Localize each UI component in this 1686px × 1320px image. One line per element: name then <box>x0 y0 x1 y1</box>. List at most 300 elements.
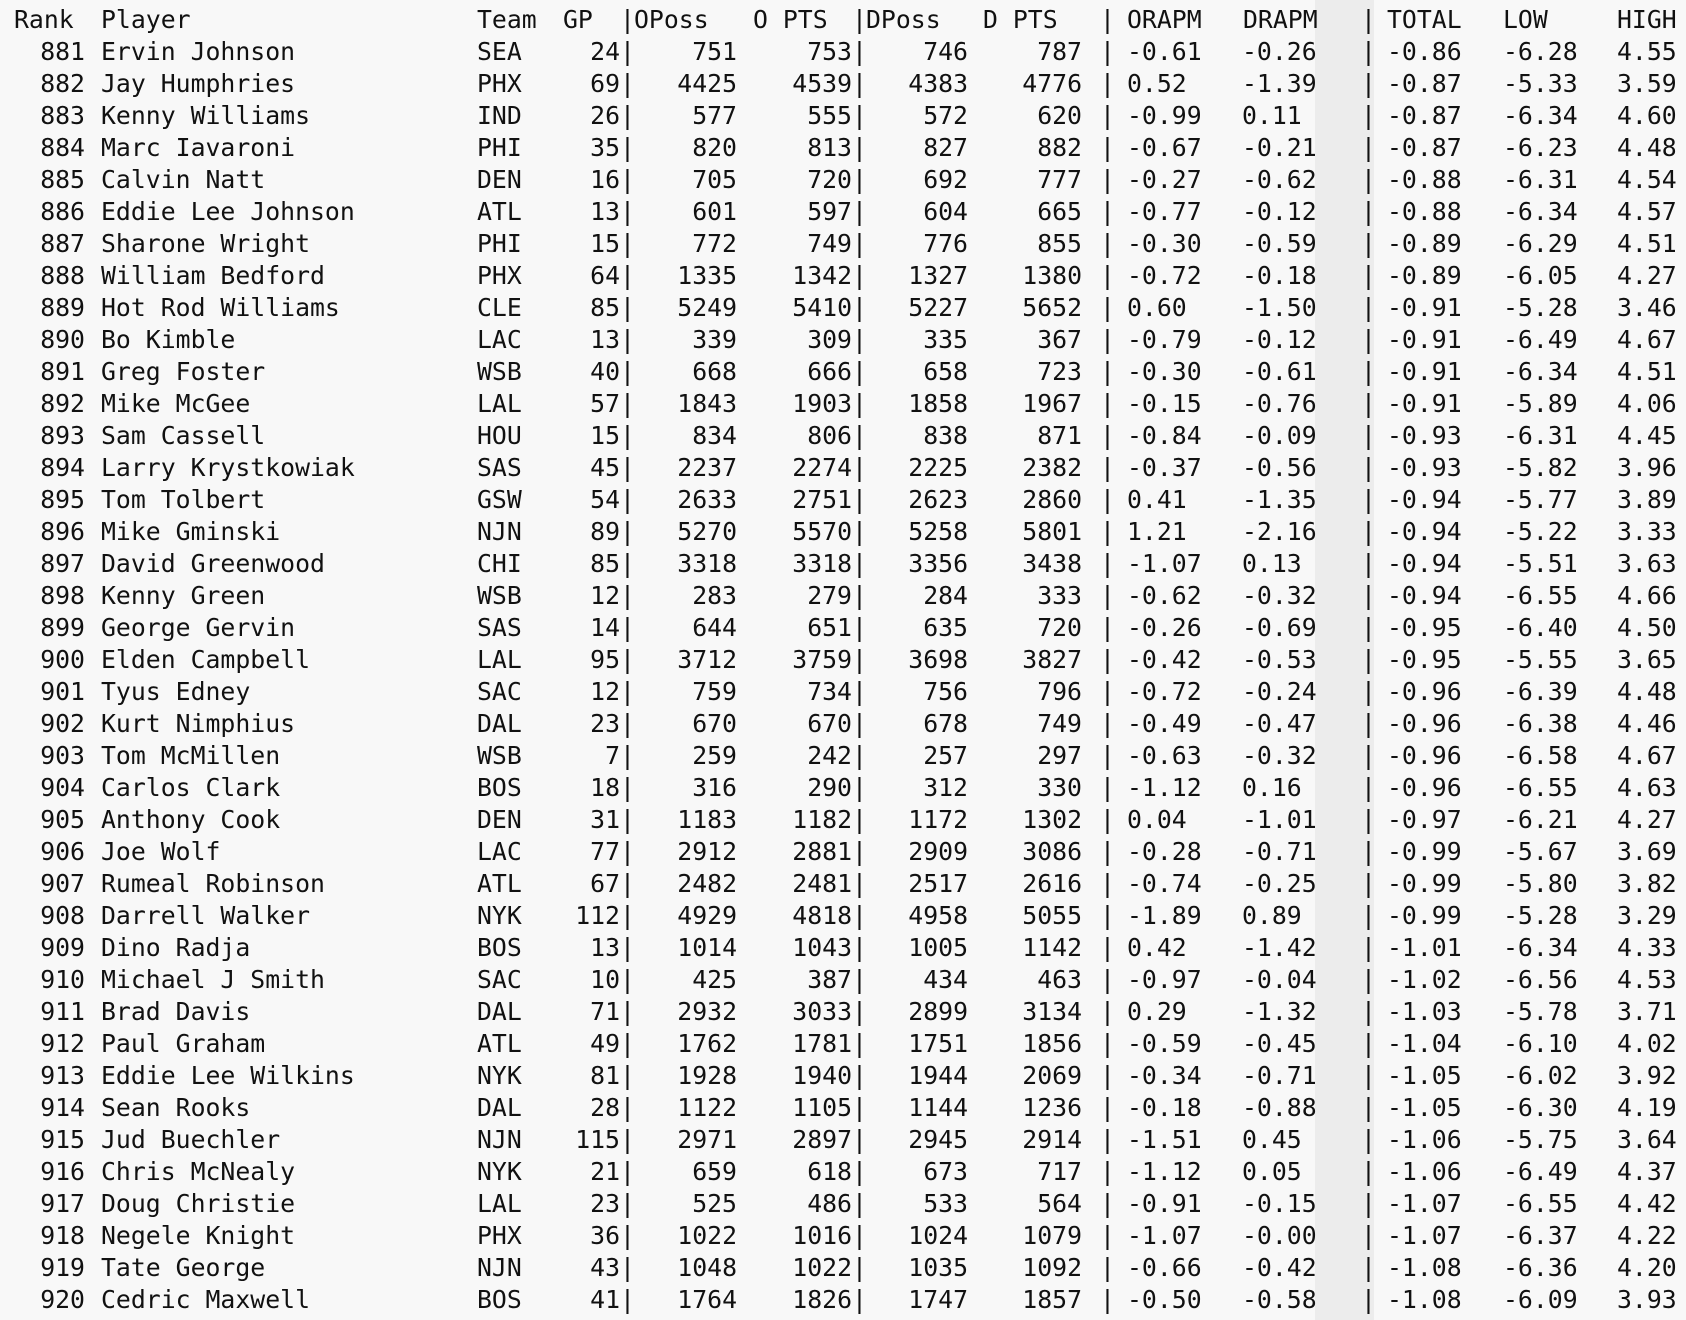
cell-orapm: -0.18 <box>1127 1093 1202 1122</box>
cell-total: -0.91 <box>1387 389 1462 418</box>
cell-dposs: 2225 <box>908 453 968 482</box>
cell-opts: 749 <box>807 229 852 258</box>
column-separator: | <box>620 197 635 226</box>
cell-dposs: 1024 <box>908 1221 968 1250</box>
column-separator: | <box>1100 645 1115 674</box>
cell-high: 3.33 <box>1617 517 1677 546</box>
column-separator: | <box>1361 1189 1376 1218</box>
cell-oposs: 525 <box>692 1189 737 1218</box>
cell-opts: 3759 <box>792 645 852 674</box>
cell-total: -1.08 <box>1387 1253 1462 1282</box>
cell-player: Jay Humphries <box>101 69 296 98</box>
cell-team: GSW <box>477 485 522 514</box>
cell-high: 4.02 <box>1617 1029 1677 1058</box>
cell-team: HOU <box>477 421 522 450</box>
cell-total: -0.91 <box>1387 293 1462 322</box>
cell-drapm: -0.76 <box>1242 389 1317 418</box>
cell-orapm: 0.29 <box>1127 997 1187 1026</box>
cell-low: -6.23 <box>1503 133 1578 162</box>
table-row <box>0 612 1686 644</box>
cell-drapm: -0.12 <box>1242 197 1317 226</box>
cell-drapm: -0.56 <box>1242 453 1317 482</box>
cell-player: Bo Kimble <box>101 325 236 354</box>
cell-opts: 5570 <box>792 517 852 546</box>
cell-player: Elden Campbell <box>101 645 311 674</box>
table-row <box>0 900 1686 932</box>
column-separator: | <box>1100 261 1115 290</box>
cell-dposs: 1944 <box>908 1061 968 1090</box>
column-separator: | <box>1361 933 1376 962</box>
cell-opts: 309 <box>807 325 852 354</box>
cell-drapm: 0.89 <box>1242 901 1302 930</box>
column-separator: | <box>620 613 635 642</box>
column-separator: | <box>852 1253 867 1282</box>
column-separator: | <box>1100 997 1115 1026</box>
column-separator: | <box>620 549 635 578</box>
cell-total: -0.88 <box>1387 165 1462 194</box>
column-separator: | <box>620 517 635 546</box>
cell-dposs: 284 <box>923 581 968 610</box>
cell-low: -6.30 <box>1503 1093 1578 1122</box>
cell-dpts: 720 <box>1037 613 1082 642</box>
column-separator: | <box>852 69 867 98</box>
column-separator: | <box>852 645 867 674</box>
cell-drapm: -0.71 <box>1242 837 1317 866</box>
cell-low: -6.55 <box>1503 581 1578 610</box>
cell-orapm: 0.04 <box>1127 805 1187 834</box>
cell-gp: 28 <box>590 1093 620 1122</box>
cell-drapm: -1.35 <box>1242 485 1317 514</box>
cell-player: Kenny Williams <box>101 101 311 130</box>
column-separator: | <box>1100 965 1115 994</box>
cell-low: -5.67 <box>1503 837 1578 866</box>
cell-gp: 77 <box>590 837 620 866</box>
cell-gp: 57 <box>590 389 620 418</box>
cell-team: CLE <box>477 293 522 322</box>
cell-orapm: -0.61 <box>1127 37 1202 66</box>
cell-gp: 12 <box>590 581 620 610</box>
table-row <box>0 228 1686 260</box>
cell-opts: 387 <box>807 965 852 994</box>
cell-gp: 24 <box>590 37 620 66</box>
cell-drapm: -0.58 <box>1242 1285 1317 1314</box>
cell-oposs: 1843 <box>677 389 737 418</box>
cell-gp: 15 <box>590 421 620 450</box>
column-separator: | <box>620 389 635 418</box>
column-separator: | <box>1100 197 1115 226</box>
cell-dpts: 1856 <box>1022 1029 1082 1058</box>
column-separator: | <box>620 805 635 834</box>
cell-dposs: 1858 <box>908 389 968 418</box>
cell-team: DEN <box>477 805 522 834</box>
table-row <box>0 708 1686 740</box>
cell-drapm: 0.16 <box>1242 773 1302 802</box>
cell-dposs: 1005 <box>908 933 968 962</box>
cell-player: Calvin Natt <box>101 165 266 194</box>
cell-team: BOS <box>477 1285 522 1314</box>
cell-gp: 85 <box>590 293 620 322</box>
column-separator: | <box>620 645 635 674</box>
cell-oposs: 4425 <box>677 69 737 98</box>
cell-orapm: 0.60 <box>1127 293 1187 322</box>
cell-rank: 892 <box>40 389 85 418</box>
cell-total: -0.94 <box>1387 485 1462 514</box>
cell-dpts: 749 <box>1037 709 1082 738</box>
cell-high: 4.48 <box>1617 677 1677 706</box>
header-team: Team <box>477 5 537 34</box>
column-separator: | <box>852 773 867 802</box>
cell-high: 4.33 <box>1617 933 1677 962</box>
cell-player: Sam Cassell <box>101 421 266 450</box>
cell-rank: 887 <box>40 229 85 258</box>
column-separator: | <box>620 1125 635 1154</box>
column-separator: | <box>852 165 867 194</box>
table-row <box>0 932 1686 964</box>
cell-low: -6.39 <box>1503 677 1578 706</box>
cell-opts: 555 <box>807 101 852 130</box>
column-separator: | <box>1100 517 1115 546</box>
cell-gp: 115 <box>575 1125 620 1154</box>
cell-low: -5.75 <box>1503 1125 1578 1154</box>
column-separator: | <box>1100 1093 1115 1122</box>
column-separator: | <box>1361 1157 1376 1186</box>
cell-drapm: -0.24 <box>1242 677 1317 706</box>
cell-low: -6.28 <box>1503 37 1578 66</box>
column-separator: | <box>1100 389 1115 418</box>
cell-drapm: -0.12 <box>1242 325 1317 354</box>
cell-low: -6.38 <box>1503 709 1578 738</box>
cell-rank: 917 <box>40 1189 85 1218</box>
cell-dpts: 665 <box>1037 197 1082 226</box>
cell-orapm: -0.30 <box>1127 229 1202 258</box>
cell-team: PHX <box>477 261 522 290</box>
cell-dposs: 434 <box>923 965 968 994</box>
cell-dposs: 4958 <box>908 901 968 930</box>
table-row <box>0 740 1686 772</box>
cell-low: -6.09 <box>1503 1285 1578 1314</box>
cell-oposs: 1928 <box>677 1061 737 1090</box>
cell-rank: 901 <box>40 677 85 706</box>
column-separator: | <box>1100 1157 1115 1186</box>
column-separator: | <box>1361 197 1376 226</box>
cell-team: SAS <box>477 613 522 642</box>
column-separator: | <box>852 549 867 578</box>
cell-rank: 886 <box>40 197 85 226</box>
column-separator: | <box>852 613 867 642</box>
cell-dposs: 3698 <box>908 645 968 674</box>
cell-team: PHI <box>477 229 522 258</box>
cell-oposs: 670 <box>692 709 737 738</box>
cell-total: -0.99 <box>1387 837 1462 866</box>
cell-dposs: 692 <box>923 165 968 194</box>
cell-rank: 889 <box>40 293 85 322</box>
cell-oposs: 751 <box>692 37 737 66</box>
cell-dposs: 756 <box>923 677 968 706</box>
cell-oposs: 2912 <box>677 837 737 866</box>
cell-rank: 918 <box>40 1221 85 1250</box>
cell-gp: 45 <box>590 453 620 482</box>
cell-gp: 40 <box>590 357 620 386</box>
cell-gp: 64 <box>590 261 620 290</box>
cell-dposs: 3356 <box>908 549 968 578</box>
cell-total: -1.05 <box>1387 1061 1462 1090</box>
cell-dpts: 777 <box>1037 165 1082 194</box>
cell-orapm: -0.50 <box>1127 1285 1202 1314</box>
cell-player: Joe Wolf <box>101 837 221 866</box>
column-separator: | <box>620 325 635 354</box>
cell-drapm: -0.04 <box>1242 965 1317 994</box>
cell-dpts: 3827 <box>1022 645 1082 674</box>
cell-drapm: -2.16 <box>1242 517 1317 546</box>
cell-drapm: -0.00 <box>1242 1221 1317 1250</box>
cell-drapm: -0.88 <box>1242 1093 1317 1122</box>
table-row <box>0 804 1686 836</box>
cell-dposs: 776 <box>923 229 968 258</box>
column-separator: | <box>852 101 867 130</box>
cell-player: Ervin Johnson <box>101 37 296 66</box>
cell-gp: 15 <box>590 229 620 258</box>
column-separator: | <box>620 965 635 994</box>
cell-total: -1.07 <box>1387 1221 1462 1250</box>
cell-opts: 279 <box>807 581 852 610</box>
column-separator: | <box>1361 69 1376 98</box>
cell-high: 3.64 <box>1617 1125 1677 1154</box>
cell-dpts: 1302 <box>1022 805 1082 834</box>
cell-high: 4.50 <box>1617 613 1677 642</box>
cell-oposs: 316 <box>692 773 737 802</box>
cell-gp: 12 <box>590 677 620 706</box>
cell-player: Eddie Lee Wilkins <box>101 1061 355 1090</box>
cell-team: LAL <box>477 389 522 418</box>
table-row <box>0 1220 1686 1252</box>
column-separator: | <box>620 1253 635 1282</box>
cell-high: 4.19 <box>1617 1093 1677 1122</box>
column-separator: | <box>1100 1221 1115 1250</box>
column-separator: | <box>852 1061 867 1090</box>
cell-high: 3.46 <box>1617 293 1677 322</box>
cell-opts: 242 <box>807 741 852 770</box>
cell-rank: 888 <box>40 261 85 290</box>
cell-low: -5.77 <box>1503 485 1578 514</box>
cell-drapm: -0.53 <box>1242 645 1317 674</box>
cell-team: SAS <box>477 453 522 482</box>
column-separator: | <box>1361 869 1376 898</box>
cell-total: -1.02 <box>1387 965 1462 994</box>
cell-oposs: 1048 <box>677 1253 737 1282</box>
cell-total: -0.88 <box>1387 197 1462 226</box>
column-separator: | <box>1361 389 1376 418</box>
column-separator: | <box>620 261 635 290</box>
header-separator-3: | <box>1100 5 1115 34</box>
column-separator: | <box>620 229 635 258</box>
cell-orapm: -0.15 <box>1127 389 1202 418</box>
cell-oposs: 659 <box>692 1157 737 1186</box>
cell-rank: 896 <box>40 517 85 546</box>
table-row <box>0 132 1686 164</box>
cell-opts: 1781 <box>792 1029 852 1058</box>
cell-player: Hot Rod Williams <box>101 293 340 322</box>
column-separator: | <box>1100 1061 1115 1090</box>
cell-dpts: 1079 <box>1022 1221 1082 1250</box>
table-row <box>0 1252 1686 1284</box>
column-separator: | <box>1100 485 1115 514</box>
column-separator: | <box>852 517 867 546</box>
column-separator: | <box>1361 293 1376 322</box>
cell-total: -1.07 <box>1387 1189 1462 1218</box>
column-separator: | <box>1361 965 1376 994</box>
column-separator: | <box>1361 581 1376 610</box>
cell-total: -0.94 <box>1387 549 1462 578</box>
cell-orapm: -0.74 <box>1127 869 1202 898</box>
column-separator: | <box>620 485 635 514</box>
cell-rank: 915 <box>40 1125 85 1154</box>
cell-oposs: 1762 <box>677 1029 737 1058</box>
column-separator: | <box>1100 325 1115 354</box>
column-separator: | <box>1361 453 1376 482</box>
cell-oposs: 577 <box>692 101 737 130</box>
cell-team: CHI <box>477 549 522 578</box>
cell-opts: 3033 <box>792 997 852 1026</box>
column-separator: | <box>1361 517 1376 546</box>
column-separator: | <box>1100 293 1115 322</box>
column-separator: | <box>1361 1093 1376 1122</box>
cell-oposs: 2932 <box>677 997 737 1026</box>
column-separator: | <box>852 837 867 866</box>
cell-low: -6.36 <box>1503 1253 1578 1282</box>
cell-high: 4.63 <box>1617 773 1677 802</box>
cell-high: 3.71 <box>1617 997 1677 1026</box>
column-separator: | <box>1361 101 1376 130</box>
cell-drapm: -1.50 <box>1242 293 1317 322</box>
cell-opts: 3318 <box>792 549 852 578</box>
cell-dpts: 787 <box>1037 37 1082 66</box>
cell-gp: 13 <box>590 325 620 354</box>
cell-low: -6.29 <box>1503 229 1578 258</box>
cell-low: -6.31 <box>1503 421 1578 450</box>
cell-dposs: 2909 <box>908 837 968 866</box>
cell-low: -6.55 <box>1503 773 1578 802</box>
cell-rank: 885 <box>40 165 85 194</box>
cell-high: 4.54 <box>1617 165 1677 194</box>
cell-player: Sean Rooks <box>101 1093 251 1122</box>
cell-drapm: -0.32 <box>1242 581 1317 610</box>
cell-high: 4.51 <box>1617 357 1677 386</box>
cell-rank: 906 <box>40 837 85 866</box>
cell-opts: 2481 <box>792 869 852 898</box>
cell-high: 3.93 <box>1617 1285 1677 1314</box>
header-opts: O PTS <box>753 5 828 34</box>
cell-high: 4.60 <box>1617 101 1677 130</box>
cell-opts: 4818 <box>792 901 852 930</box>
cell-dposs: 2517 <box>908 869 968 898</box>
column-separator: | <box>1361 37 1376 66</box>
column-separator: | <box>852 933 867 962</box>
cell-player: Larry Krystkowiak <box>101 453 355 482</box>
column-separator: | <box>620 101 635 130</box>
cell-dposs: 5258 <box>908 517 968 546</box>
cell-oposs: 2237 <box>677 453 737 482</box>
cell-dposs: 572 <box>923 101 968 130</box>
cell-rank: 900 <box>40 645 85 674</box>
cell-dpts: 297 <box>1037 741 1082 770</box>
column-separator: | <box>1361 997 1376 1026</box>
column-separator: | <box>1100 805 1115 834</box>
column-separator: | <box>1361 357 1376 386</box>
cell-orapm: -0.91 <box>1127 1189 1202 1218</box>
cell-rank: 895 <box>40 485 85 514</box>
cell-opts: 813 <box>807 133 852 162</box>
column-separator: | <box>620 1029 635 1058</box>
column-separator: | <box>1100 773 1115 802</box>
cell-oposs: 339 <box>692 325 737 354</box>
cell-total: -1.03 <box>1387 997 1462 1026</box>
cell-rank: 899 <box>40 613 85 642</box>
cell-gp: 21 <box>590 1157 620 1186</box>
cell-high: 3.69 <box>1617 837 1677 866</box>
column-separator: | <box>620 1061 635 1090</box>
cell-opts: 1826 <box>792 1285 852 1314</box>
cell-dpts: 796 <box>1037 677 1082 706</box>
column-separator: | <box>620 773 635 802</box>
column-separator: | <box>852 805 867 834</box>
cell-low: -5.28 <box>1503 293 1578 322</box>
cell-orapm: -0.84 <box>1127 421 1202 450</box>
column-separator: | <box>1100 741 1115 770</box>
column-separator: | <box>1361 837 1376 866</box>
cell-high: 4.67 <box>1617 741 1677 770</box>
cell-low: -6.21 <box>1503 805 1578 834</box>
cell-oposs: 2633 <box>677 485 737 514</box>
cell-orapm: -0.99 <box>1127 101 1202 130</box>
table-row <box>0 964 1686 996</box>
cell-gp: 7 <box>605 741 620 770</box>
cell-dpts: 855 <box>1037 229 1082 258</box>
cell-total: -0.91 <box>1387 357 1462 386</box>
cell-team: DAL <box>477 997 522 1026</box>
cell-team: NYK <box>477 901 522 930</box>
table-row <box>0 420 1686 452</box>
table-row <box>0 1060 1686 1092</box>
cell-total: -0.95 <box>1387 645 1462 674</box>
cell-dpts: 871 <box>1037 421 1082 450</box>
cell-dpts: 3086 <box>1022 837 1082 866</box>
cell-low: -5.28 <box>1503 901 1578 930</box>
cell-low: -5.55 <box>1503 645 1578 674</box>
cell-orapm: -1.12 <box>1127 1157 1202 1186</box>
cell-gp: 13 <box>590 197 620 226</box>
table-row <box>0 260 1686 292</box>
cell-gp: 69 <box>590 69 620 98</box>
table-row <box>0 836 1686 868</box>
cell-opts: 666 <box>807 357 852 386</box>
column-separator: | <box>852 997 867 1026</box>
cell-total: -0.87 <box>1387 69 1462 98</box>
cell-team: DAL <box>477 1093 522 1122</box>
table-row <box>0 1284 1686 1316</box>
cell-low: -6.34 <box>1503 197 1578 226</box>
cell-oposs: 1335 <box>677 261 737 290</box>
cell-high: 3.29 <box>1617 901 1677 930</box>
cell-total: -0.94 <box>1387 517 1462 546</box>
cell-total: -0.97 <box>1387 805 1462 834</box>
cell-drapm: -0.21 <box>1242 133 1317 162</box>
column-separator: | <box>852 325 867 354</box>
cell-orapm: 0.52 <box>1127 69 1187 98</box>
cell-team: WSB <box>477 357 522 386</box>
cell-high: 4.45 <box>1617 421 1677 450</box>
cell-player: Tom Tolbert <box>101 485 266 514</box>
cell-opts: 651 <box>807 613 852 642</box>
